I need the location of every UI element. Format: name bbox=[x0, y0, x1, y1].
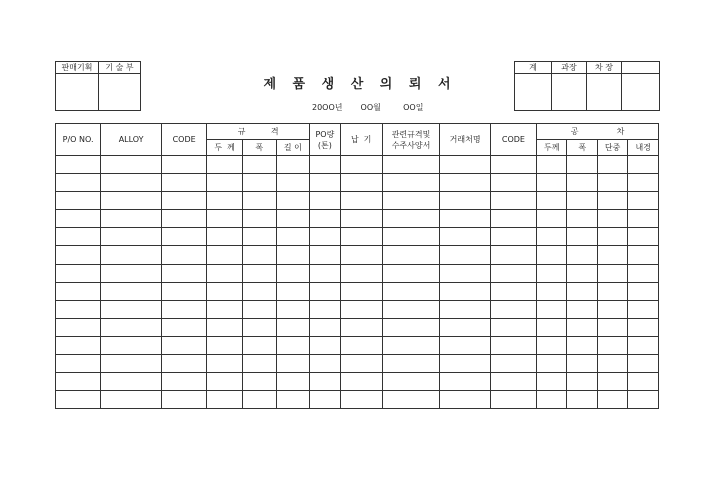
header-related-spec bbox=[382, 124, 440, 156]
table-cell[interactable] bbox=[628, 355, 659, 373]
table-cell[interactable] bbox=[207, 228, 243, 246]
table-cell[interactable] bbox=[276, 300, 310, 318]
table-cell[interactable] bbox=[207, 174, 243, 192]
table-cell[interactable] bbox=[440, 228, 490, 246]
table-cell[interactable] bbox=[382, 373, 440, 391]
left-approval-box bbox=[55, 61, 141, 111]
table-cell[interactable] bbox=[340, 210, 382, 228]
table-cell[interactable] bbox=[340, 336, 382, 354]
table-cell[interactable] bbox=[162, 210, 207, 228]
header-width: 폭 bbox=[242, 140, 276, 156]
table-cell[interactable] bbox=[490, 228, 536, 246]
table-cell[interactable] bbox=[597, 156, 627, 174]
table-cell[interactable] bbox=[490, 264, 536, 282]
table-cell[interactable] bbox=[340, 318, 382, 336]
table-cell[interactable] bbox=[310, 156, 340, 174]
table-cell[interactable] bbox=[382, 355, 440, 373]
table-cell[interactable] bbox=[162, 156, 207, 174]
table-cell[interactable] bbox=[382, 300, 440, 318]
table-cell[interactable] bbox=[340, 246, 382, 264]
table-cell[interactable] bbox=[537, 228, 567, 246]
table-cell[interactable] bbox=[567, 373, 597, 391]
table-cell[interactable] bbox=[628, 373, 659, 391]
table-cell[interactable] bbox=[490, 192, 536, 210]
right-box-header-deputy: 차 장 bbox=[587, 62, 622, 74]
table-cell[interactable] bbox=[567, 192, 597, 210]
table-cell[interactable] bbox=[490, 282, 536, 300]
table-cell[interactable] bbox=[101, 174, 162, 192]
table-cell[interactable] bbox=[567, 336, 597, 354]
left-box-sign-cell[interactable] bbox=[99, 74, 141, 111]
table-cell[interactable] bbox=[207, 318, 243, 336]
table-cell[interactable] bbox=[340, 192, 382, 210]
table-cell[interactable] bbox=[567, 300, 597, 318]
table-cell[interactable] bbox=[537, 192, 567, 210]
table-cell[interactable] bbox=[101, 192, 162, 210]
table-cell[interactable] bbox=[310, 228, 340, 246]
table-cell[interactable] bbox=[242, 174, 276, 192]
table-cell[interactable] bbox=[242, 282, 276, 300]
table-cell[interactable] bbox=[56, 264, 101, 282]
table-cell[interactable] bbox=[242, 373, 276, 391]
header-delivery: 납 기 bbox=[340, 124, 382, 156]
table-cell[interactable] bbox=[490, 210, 536, 228]
table-cell[interactable] bbox=[56, 282, 101, 300]
table-cell[interactable] bbox=[628, 300, 659, 318]
header-thickness: 두 께 bbox=[207, 140, 243, 156]
table-cell[interactable] bbox=[310, 246, 340, 264]
table-cell[interactable] bbox=[440, 282, 490, 300]
table-cell[interactable] bbox=[242, 355, 276, 373]
table-cell[interactable] bbox=[597, 192, 627, 210]
header-po-no: P/O NO. bbox=[56, 124, 101, 156]
header-tol-inner: 내경 bbox=[628, 140, 659, 156]
table-cell[interactable] bbox=[276, 156, 310, 174]
table-cell[interactable] bbox=[628, 228, 659, 246]
header-tol-weight: 단중 bbox=[597, 140, 627, 156]
table-cell[interactable] bbox=[56, 355, 101, 373]
table-cell[interactable] bbox=[242, 156, 276, 174]
table-cell[interactable] bbox=[162, 246, 207, 264]
table-cell[interactable] bbox=[567, 391, 597, 409]
table-cell[interactable] bbox=[162, 264, 207, 282]
table-cell[interactable] bbox=[207, 246, 243, 264]
table-cell[interactable] bbox=[490, 300, 536, 318]
table-cell[interactable] bbox=[340, 391, 382, 409]
table-cell[interactable] bbox=[597, 336, 627, 354]
table-cell[interactable] bbox=[162, 318, 207, 336]
table-cell[interactable] bbox=[310, 174, 340, 192]
header-related-spec-line1: 관련규격및 bbox=[391, 129, 431, 139]
table-cell[interactable] bbox=[537, 355, 567, 373]
table-cell[interactable] bbox=[628, 318, 659, 336]
table-cell[interactable] bbox=[242, 246, 276, 264]
header-tolerance: 공 차 bbox=[537, 124, 659, 140]
table-cell[interactable] bbox=[537, 210, 567, 228]
table-cell[interactable] bbox=[310, 264, 340, 282]
table-cell[interactable] bbox=[162, 373, 207, 391]
table-cell[interactable] bbox=[567, 282, 597, 300]
table-cell[interactable] bbox=[310, 300, 340, 318]
table-cell[interactable] bbox=[490, 336, 536, 354]
table-row bbox=[56, 264, 659, 282]
table-cell[interactable] bbox=[276, 336, 310, 354]
table-cell[interactable] bbox=[101, 228, 162, 246]
table-cell[interactable] bbox=[207, 355, 243, 373]
table-cell[interactable] bbox=[440, 373, 490, 391]
table-cell[interactable] bbox=[567, 318, 597, 336]
right-box-sign-cell[interactable] bbox=[587, 74, 622, 111]
header-client: 거래처명 bbox=[440, 124, 490, 156]
table-cell[interactable] bbox=[340, 373, 382, 391]
table-cell[interactable] bbox=[340, 156, 382, 174]
table-cell[interactable] bbox=[101, 264, 162, 282]
table-cell[interactable] bbox=[56, 246, 101, 264]
table-cell[interactable] bbox=[276, 373, 310, 391]
header-length: 길 이 bbox=[276, 140, 310, 156]
table-cell[interactable] bbox=[382, 246, 440, 264]
table-cell[interactable] bbox=[242, 391, 276, 409]
table-cell[interactable] bbox=[242, 228, 276, 246]
table-cell[interactable] bbox=[101, 156, 162, 174]
header-alloy: ALLOY bbox=[101, 124, 162, 156]
table-cell[interactable] bbox=[382, 228, 440, 246]
table-cell[interactable] bbox=[101, 300, 162, 318]
table-cell[interactable] bbox=[276, 318, 310, 336]
table-cell[interactable] bbox=[56, 373, 101, 391]
table-cell[interactable] bbox=[628, 156, 659, 174]
table-row bbox=[56, 373, 659, 391]
table-cell[interactable] bbox=[490, 174, 536, 192]
table-cell[interactable] bbox=[276, 174, 310, 192]
table-cell[interactable] bbox=[276, 192, 310, 210]
table-cell[interactable] bbox=[242, 300, 276, 318]
table-cell[interactable] bbox=[340, 282, 382, 300]
table-cell[interactable] bbox=[276, 264, 310, 282]
table-cell[interactable] bbox=[162, 192, 207, 210]
table-cell[interactable] bbox=[382, 156, 440, 174]
table-cell[interactable] bbox=[440, 355, 490, 373]
table-cell[interactable] bbox=[340, 174, 382, 192]
table-cell[interactable] bbox=[597, 318, 627, 336]
table-cell[interactable] bbox=[56, 210, 101, 228]
right-box-header-staff: 계 bbox=[515, 62, 552, 74]
table-cell[interactable] bbox=[628, 246, 659, 264]
table-cell[interactable] bbox=[56, 174, 101, 192]
table-row bbox=[56, 282, 659, 300]
table-cell[interactable] bbox=[101, 210, 162, 228]
table-cell[interactable] bbox=[382, 282, 440, 300]
date-year: 20OO년 bbox=[312, 103, 343, 112]
table-row bbox=[56, 156, 659, 174]
table-cell[interactable] bbox=[537, 391, 567, 409]
table-cell[interactable] bbox=[310, 282, 340, 300]
table-cell[interactable] bbox=[440, 336, 490, 354]
table-cell[interactable] bbox=[207, 210, 243, 228]
table-cell[interactable] bbox=[440, 192, 490, 210]
table-cell[interactable] bbox=[537, 300, 567, 318]
table-cell[interactable] bbox=[340, 228, 382, 246]
table-row bbox=[56, 228, 659, 246]
table-cell[interactable] bbox=[382, 318, 440, 336]
right-box-header-blank bbox=[622, 62, 660, 74]
table-cell[interactable] bbox=[490, 156, 536, 174]
table-cell[interactable] bbox=[597, 174, 627, 192]
table-cell[interactable] bbox=[207, 336, 243, 354]
table-cell[interactable] bbox=[567, 264, 597, 282]
table-cell[interactable] bbox=[490, 246, 536, 264]
table-cell[interactable] bbox=[276, 282, 310, 300]
table-cell[interactable] bbox=[597, 228, 627, 246]
table-cell[interactable] bbox=[162, 282, 207, 300]
date-month: OO월 bbox=[360, 103, 381, 112]
table-cell[interactable] bbox=[628, 210, 659, 228]
right-box-sign-cell[interactable] bbox=[552, 74, 587, 111]
table-cell[interactable] bbox=[56, 228, 101, 246]
table-row bbox=[56, 318, 659, 336]
table-cell[interactable] bbox=[340, 300, 382, 318]
table-cell[interactable] bbox=[207, 300, 243, 318]
header-po-qty-unit: (톤) bbox=[317, 140, 332, 150]
table-row bbox=[56, 355, 659, 373]
table-cell[interactable] bbox=[276, 391, 310, 409]
table-cell[interactable] bbox=[207, 156, 243, 174]
date-line bbox=[312, 102, 452, 113]
table-cell[interactable] bbox=[382, 336, 440, 354]
table-cell[interactable] bbox=[162, 355, 207, 373]
table-cell[interactable] bbox=[310, 318, 340, 336]
table-cell[interactable] bbox=[628, 264, 659, 282]
table-cell[interactable] bbox=[56, 391, 101, 409]
table-cell[interactable] bbox=[490, 355, 536, 373]
table-cell[interactable] bbox=[382, 264, 440, 282]
table-cell[interactable] bbox=[628, 174, 659, 192]
table-row bbox=[56, 192, 659, 210]
header-code2: CODE bbox=[490, 124, 536, 156]
table-cell[interactable] bbox=[490, 373, 536, 391]
table-cell[interactable] bbox=[276, 246, 310, 264]
table-row bbox=[56, 174, 659, 192]
table-cell[interactable] bbox=[537, 246, 567, 264]
table-cell[interactable] bbox=[440, 174, 490, 192]
table-cell[interactable] bbox=[440, 318, 490, 336]
table-cell[interactable] bbox=[567, 355, 597, 373]
table-cell[interactable] bbox=[310, 336, 340, 354]
table-cell[interactable] bbox=[567, 210, 597, 228]
table-cell[interactable] bbox=[310, 373, 340, 391]
table-cell[interactable] bbox=[440, 246, 490, 264]
table-cell[interactable] bbox=[56, 318, 101, 336]
table-cell[interactable] bbox=[567, 156, 597, 174]
table-cell[interactable] bbox=[382, 391, 440, 409]
header-tol-width: 폭 bbox=[567, 140, 597, 156]
table-cell[interactable] bbox=[537, 174, 567, 192]
table-cell[interactable] bbox=[440, 391, 490, 409]
table-cell[interactable] bbox=[276, 210, 310, 228]
table-cell[interactable] bbox=[310, 210, 340, 228]
table-cell[interactable] bbox=[440, 156, 490, 174]
table-cell[interactable] bbox=[440, 300, 490, 318]
table-cell[interactable] bbox=[56, 336, 101, 354]
table-row bbox=[56, 210, 659, 228]
table-cell[interactable] bbox=[490, 391, 536, 409]
header-code: CODE bbox=[162, 124, 207, 156]
table-cell[interactable] bbox=[242, 264, 276, 282]
table-row bbox=[56, 391, 659, 409]
right-approval-box bbox=[514, 61, 660, 111]
table-cell[interactable] bbox=[490, 318, 536, 336]
table-cell[interactable] bbox=[207, 282, 243, 300]
table-cell[interactable] bbox=[56, 156, 101, 174]
table-cell[interactable] bbox=[382, 210, 440, 228]
table-cell[interactable] bbox=[628, 192, 659, 210]
table-row bbox=[56, 336, 659, 354]
table-cell[interactable] bbox=[162, 336, 207, 354]
table-cell[interactable] bbox=[162, 391, 207, 409]
left-box-header-tech-dept: 기 술 부 bbox=[99, 62, 141, 74]
date-day: OO일 bbox=[403, 103, 424, 112]
table-cell[interactable] bbox=[597, 300, 627, 318]
header-po-qty-label: PO량 bbox=[315, 129, 335, 139]
right-box-sign-cell[interactable] bbox=[515, 74, 552, 111]
table-cell[interactable] bbox=[537, 282, 567, 300]
table-cell[interactable] bbox=[597, 246, 627, 264]
document-title: 제 품 생 산 의 뢰 서 bbox=[263, 77, 457, 92]
table-cell[interactable] bbox=[628, 391, 659, 409]
table-cell[interactable] bbox=[207, 373, 243, 391]
table-cell[interactable] bbox=[101, 373, 162, 391]
table-row bbox=[56, 246, 659, 264]
header-related-spec-line2: 수주사양서 bbox=[391, 140, 431, 150]
header-po-qty bbox=[310, 124, 340, 156]
table-cell[interactable] bbox=[537, 156, 567, 174]
table-cell[interactable] bbox=[340, 355, 382, 373]
right-box-header-manager: 과장 bbox=[552, 62, 587, 74]
table-cell[interactable] bbox=[207, 264, 243, 282]
table-cell[interactable] bbox=[101, 282, 162, 300]
table-cell[interactable] bbox=[567, 174, 597, 192]
left-box-sign-cell[interactable] bbox=[56, 74, 99, 111]
header-tol-thickness: 두께 bbox=[537, 140, 567, 156]
table-cell[interactable] bbox=[56, 300, 101, 318]
table-cell[interactable] bbox=[382, 192, 440, 210]
table-cell[interactable] bbox=[567, 228, 597, 246]
table-cell[interactable] bbox=[537, 264, 567, 282]
table-cell[interactable] bbox=[162, 300, 207, 318]
table-cell[interactable] bbox=[207, 192, 243, 210]
table-cell[interactable] bbox=[162, 228, 207, 246]
table-cell[interactable] bbox=[597, 373, 627, 391]
table-cell[interactable] bbox=[242, 318, 276, 336]
table-cell[interactable] bbox=[56, 192, 101, 210]
table-cell[interactable] bbox=[537, 336, 567, 354]
table-cell[interactable] bbox=[537, 373, 567, 391]
table-cell[interactable] bbox=[310, 391, 340, 409]
table-cell[interactable] bbox=[101, 355, 162, 373]
table-cell[interactable] bbox=[567, 246, 597, 264]
table-cell[interactable] bbox=[310, 192, 340, 210]
table-cell[interactable] bbox=[101, 318, 162, 336]
table-cell[interactable] bbox=[628, 336, 659, 354]
table-cell[interactable] bbox=[628, 282, 659, 300]
table-cell[interactable] bbox=[242, 210, 276, 228]
table-cell[interactable] bbox=[440, 264, 490, 282]
left-box-header-sales-planning: 판매기획 bbox=[56, 62, 99, 74]
table-cell[interactable] bbox=[597, 264, 627, 282]
table-cell[interactable] bbox=[597, 282, 627, 300]
table-cell[interactable] bbox=[597, 391, 627, 409]
table-cell[interactable] bbox=[440, 210, 490, 228]
table-cell[interactable] bbox=[382, 174, 440, 192]
production-request-table bbox=[55, 123, 659, 409]
table-cell[interactable] bbox=[537, 318, 567, 336]
table-cell[interactable] bbox=[101, 246, 162, 264]
table-cell[interactable] bbox=[276, 228, 310, 246]
table-cell[interactable] bbox=[242, 336, 276, 354]
header-spec: 규 격 bbox=[207, 124, 310, 140]
table-cell[interactable] bbox=[207, 391, 243, 409]
table-cell[interactable] bbox=[101, 391, 162, 409]
table-row bbox=[56, 300, 659, 318]
table-cell[interactable] bbox=[340, 264, 382, 282]
table-cell[interactable] bbox=[597, 210, 627, 228]
table-cell[interactable] bbox=[242, 192, 276, 210]
table-cell[interactable] bbox=[597, 355, 627, 373]
table-cell[interactable] bbox=[101, 336, 162, 354]
table-cell[interactable] bbox=[276, 355, 310, 373]
right-box-sign-cell[interactable] bbox=[622, 74, 660, 111]
table-cell[interactable] bbox=[310, 355, 340, 373]
table-cell[interactable] bbox=[162, 174, 207, 192]
